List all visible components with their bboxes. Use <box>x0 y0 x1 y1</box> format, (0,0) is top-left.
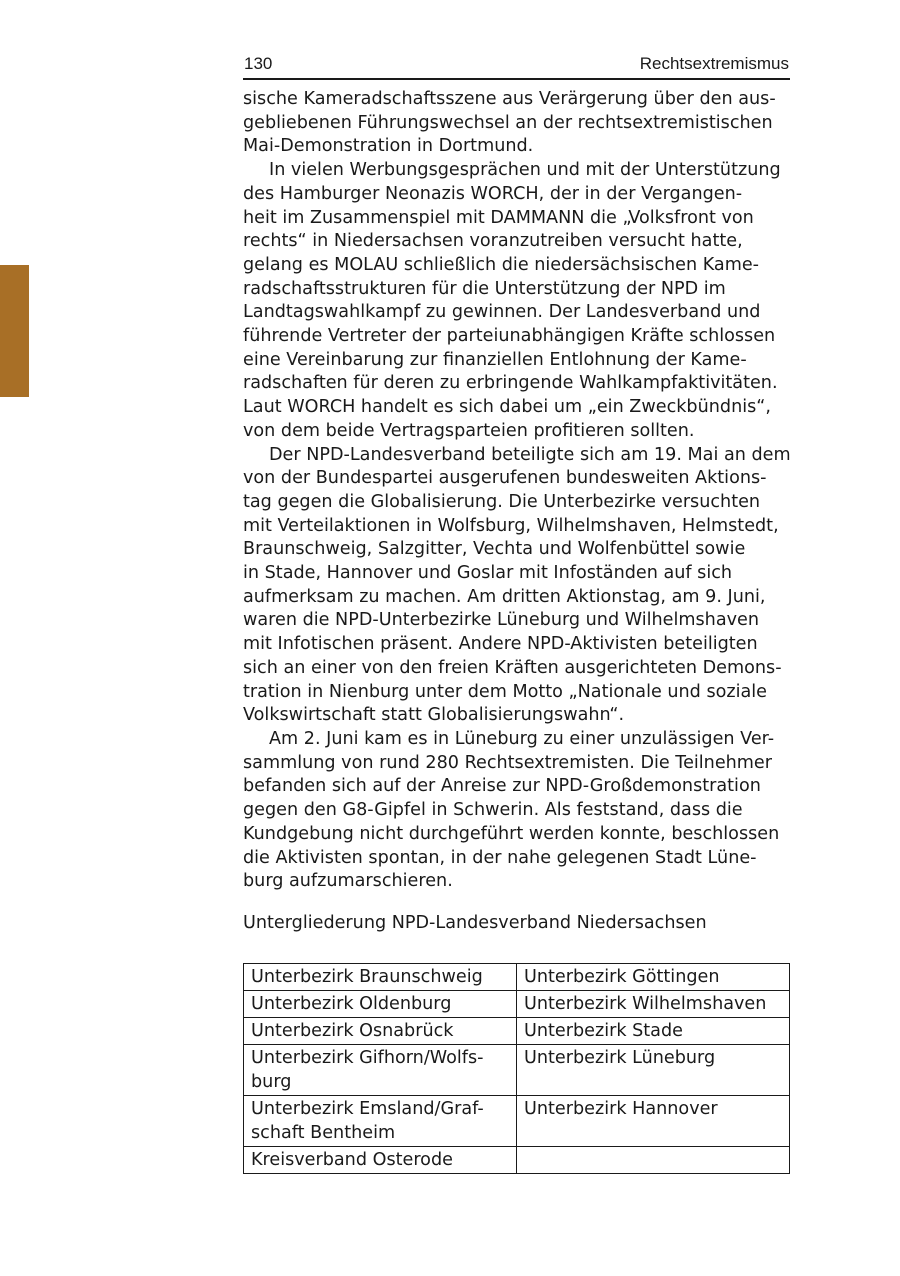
table-cell <box>244 964 517 991</box>
text-line: führende Vertreter der parteiunabhängigen Kräfte schlossen <box>243 326 776 347</box>
cell-line: Unterbezirk Lüneburg <box>524 1048 716 1068</box>
table-cell <box>244 1018 517 1045</box>
body-paragraph <box>243 88 790 159</box>
cell-line: Unterbezirk Stade <box>524 1021 683 1041</box>
cell-line: Unterbezirk Oldenburg <box>251 994 452 1014</box>
text-line: von dem beide Vertragsparteien profitieren sollten. <box>243 420 695 441</box>
table-cell <box>244 1147 517 1174</box>
text-line: Landtagswahlkampf zu gewinnen. Der Landesverband und <box>243 302 761 323</box>
text-line: sammlung von rund 280 Rechtsextremisten. Die Teilnehmer <box>243 752 772 773</box>
running-title: Rechtsextremismus <box>639 54 789 73</box>
text-line: gebliebenen Führungswechsel an der rechtsextremistischen <box>243 112 773 133</box>
page-number: 130 <box>244 54 273 73</box>
table-cell <box>244 991 517 1018</box>
text-line: rechts“ in Niedersachsen voranzutreiben versucht hatte, <box>243 231 743 252</box>
page-header <box>243 52 790 80</box>
text-line: Am 2. Juni kam es in Lüneburg zu einer unzulässigen Ver- <box>269 728 775 749</box>
cell-line: Unterbezirk Emsland/Graf- <box>251 1099 484 1119</box>
text-line: Der NPD-Landesverband beteiligte sich am 19. Mai an dem <box>269 444 791 465</box>
cell-line: Kreisverband Osterode <box>251 1150 453 1170</box>
cell-line: Unterbezirk Hannover <box>524 1099 718 1119</box>
table-cell <box>517 1096 790 1147</box>
text-line: waren die NPD-Unterbezirke Lüneburg und Wilhelmshaven <box>243 610 759 631</box>
cell-line: burg <box>251 1072 292 1092</box>
text-line: gegen den G8-Gipfel in Schwerin. Als feststand, dass die <box>243 800 743 821</box>
text-line: sich an einer von den freien Kräften ausgerichteten Demons- <box>243 657 782 678</box>
text-line: sische Kameradschaftsszene aus Verärgerung über den aus- <box>243 89 776 109</box>
text-line: die Aktivisten spontan, in der nahe gelegenen Stadt Lüne- <box>243 847 757 868</box>
text-line: tag gegen die Globalisierung. Die Unterbezirke versuchten <box>243 491 761 512</box>
table-cell <box>517 964 790 991</box>
text-line: radschaftsstrukturen für die Unterstützung der NPD im <box>243 278 726 299</box>
body-text <box>243 88 790 894</box>
text-line: des Hamburger Neonazis WORCH, der in der Vergangen- <box>243 183 743 204</box>
text-line: gelang es MOLAU schließlich die niedersächsischen Kame- <box>243 254 760 275</box>
text-line: In vielen Werbungsgesprächen und mit der Unterstützung <box>269 160 781 181</box>
table-caption: Untergliederung NPD-Landesverband Niedersachsen <box>243 913 707 933</box>
table-row <box>244 964 790 991</box>
text-line: burg aufzumarschieren. <box>243 871 453 892</box>
table-cell <box>517 1018 790 1045</box>
cell-line: Unterbezirk Göttingen <box>524 967 720 987</box>
table-row <box>244 1045 790 1096</box>
table-cell <box>517 1147 790 1174</box>
text-line: Mai-Demonstration in Dortmund. <box>243 136 534 157</box>
text-line: in Stade, Hannover und Goslar mit Infoständen auf sich <box>243 563 733 584</box>
text-line: von der Bundespartei ausgerufenen bundesweiten Aktions- <box>243 468 767 489</box>
text-line: Braunschweig, Salzgitter, Vechta und Wolfenbüttel sowie <box>243 539 746 560</box>
text-line: aufmerksam zu machen. Am dritten Aktionstag, am 9. Juni, <box>243 586 766 607</box>
table-row <box>244 1096 790 1147</box>
text-line: Laut WORCH handelt es sich dabei um „ein Zweckbündnis“, <box>243 397 771 418</box>
table-row <box>244 1147 790 1174</box>
text-line: Volkswirtschaft statt Globalisierungswahn“. <box>243 705 625 726</box>
text-line: mit Verteilaktionen in Wolfsburg, Wilhelmshaven, Helmstedt, <box>243 515 779 536</box>
cell-line: Unterbezirk Wilhelmshaven <box>524 994 767 1014</box>
cell-line: schaft Bentheim <box>251 1123 396 1143</box>
text-line: mit Infotischen präsent. Andere NPD-Aktivisten beteiligten <box>243 634 758 655</box>
text-line: befanden sich auf der Anreise zur NPD-Großdemonstration <box>243 776 761 797</box>
body-paragraph <box>243 728 790 894</box>
cell-line: Unterbezirk Braunschweig <box>251 967 483 987</box>
chapter-color-tab <box>0 265 29 397</box>
cell-line: Unterbezirk Osnabrück <box>251 1021 454 1041</box>
cell-line: Unterbezirk Gifhorn/Wolfs- <box>251 1048 484 1068</box>
text-line: eine Vereinbarung zur finanziellen Entlohnung der Kame- <box>243 349 747 370</box>
text-line: heit im Zusammenspiel mit DAMMANN die „Volksfront von <box>243 207 754 228</box>
table-row <box>244 1018 790 1045</box>
body-paragraph <box>243 159 790 443</box>
table-cell <box>244 1096 517 1147</box>
text-line: Kundgebung nicht durchgeführt werden konnte, beschlossen <box>243 823 780 844</box>
table-row <box>244 991 790 1018</box>
body-paragraph <box>243 444 790 728</box>
subdivision-table <box>243 963 790 1174</box>
table-cell <box>244 1045 517 1096</box>
table-cell <box>517 991 790 1018</box>
table-cell <box>517 1045 790 1096</box>
text-line: tration in Nienburg unter dem Motto „Nationale und soziale <box>243 681 767 702</box>
text-line: radschaften für deren zu erbringende Wahlkampfaktivitäten. <box>243 373 778 394</box>
